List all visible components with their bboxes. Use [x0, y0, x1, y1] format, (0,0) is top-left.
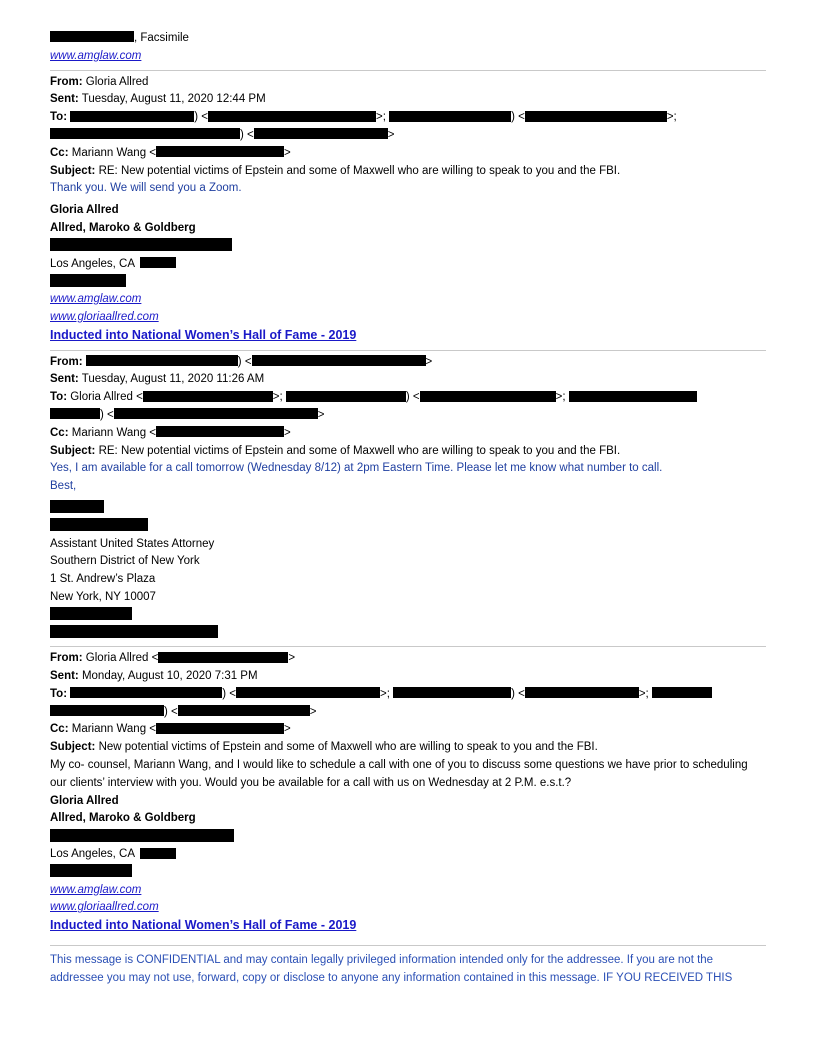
email1-cc-row	[50, 145, 766, 163]
redaction-block	[143, 391, 273, 402]
cc-close: >	[284, 426, 291, 439]
redaction-block	[140, 848, 176, 859]
email3-body: My co- counsel, Mariann Wang, and I would like to schedule a call with one of you to discuss some questions we have prior to scheduling our clients’ interview with you. Would you be available for a call with us on Wednesday at 2 P.M. e.s.t.?	[50, 759, 748, 789]
cc-label: Cc:	[50, 146, 69, 159]
redaction-block	[50, 607, 132, 620]
email3-signature-city	[50, 846, 766, 864]
email3-signature-address	[50, 828, 766, 846]
redaction-block	[50, 518, 148, 531]
sent-value: Tuesday, August 11, 2020 11:26 AM	[81, 373, 265, 386]
email2-signature-address1: 1 St. Andrew’s Plaza	[50, 573, 156, 586]
divider	[50, 350, 766, 351]
redaction-block	[114, 408, 318, 419]
link-amglaw[interactable]: www.amglaw.com	[50, 883, 142, 896]
sent-label: Sent:	[50, 373, 79, 386]
divider	[50, 70, 766, 71]
email3-signature-firm: Allred, Maroko & Goldberg	[50, 812, 196, 825]
email2-signature-address2: New York, NY 10007	[50, 590, 156, 603]
header-website-line	[50, 48, 766, 66]
email3-subject-row	[50, 739, 766, 757]
email1-body: Thank you. We will send you a Zoom.	[50, 182, 242, 195]
subject-value: RE: New potential victims of Epstein and some of Maxwell who are willing to speak to you and the FBI.	[98, 164, 621, 177]
footer-divider	[50, 945, 766, 946]
redaction-block	[50, 500, 104, 513]
from-value: Gloria Allred <	[85, 652, 159, 665]
cc-label: Cc:	[50, 723, 69, 736]
email2-cc-row	[50, 425, 766, 443]
link-amglaw[interactable]: www.amglaw.com	[50, 293, 142, 306]
sent-label: Sent:	[50, 93, 79, 106]
email3-sent-row	[50, 668, 766, 686]
email1-signature-phone	[50, 273, 766, 291]
email2-signature-phone-redacted	[50, 607, 766, 625]
city-state: Los Angeles, CA	[50, 257, 136, 270]
email1-signature-link2-row	[50, 309, 766, 327]
redaction-block	[50, 274, 126, 287]
email3-signature-phone	[50, 864, 766, 882]
email2-sent-row	[50, 371, 766, 389]
email3-cc-row	[50, 721, 766, 739]
redaction-block	[286, 391, 406, 402]
to-label: To:	[50, 391, 68, 404]
from-label: From:	[50, 652, 83, 665]
email3-signature-link2-row	[50, 899, 766, 917]
redaction-block	[70, 687, 222, 698]
redaction-block	[156, 723, 284, 734]
email2-signature-title2: Southern District of New York	[50, 555, 200, 568]
email3-signature-name: Gloria Allred	[50, 794, 119, 807]
link-gloriaallred[interactable]: www.gloriaallred.com	[50, 901, 159, 914]
redaction-block	[254, 128, 388, 139]
redaction-block	[156, 146, 284, 157]
email1-signature-address	[50, 238, 766, 256]
redaction-block	[208, 111, 376, 122]
redaction-block	[420, 391, 556, 402]
to-label: To:	[50, 111, 68, 124]
redaction-block	[158, 652, 288, 663]
from-value: Gloria Allred	[85, 75, 149, 88]
redaction-block	[50, 829, 234, 842]
cc-value: Mariann Wang <	[71, 426, 157, 439]
redaction-block	[50, 408, 100, 419]
redaction-block	[156, 426, 284, 437]
redaction-block	[236, 687, 380, 698]
redaction-block	[525, 687, 639, 698]
cc-close: >	[284, 146, 291, 159]
redaction-block	[140, 257, 176, 268]
cc-value: Mariann Wang <	[71, 723, 157, 736]
redaction-block	[86, 355, 238, 366]
header-facsimile-text: , Facsimile	[134, 32, 189, 44]
email2-signature-name-redacted	[50, 500, 766, 518]
redaction-block	[50, 625, 218, 638]
redaction-block	[50, 705, 164, 716]
email-message-3	[50, 650, 766, 936]
document-page	[50, 30, 766, 987]
link-hall-of-fame[interactable]: Inducted into National Women’s Hall of Fame - 2019	[50, 918, 357, 933]
link-gloriaallred[interactable]: www.gloriaallred.com	[50, 310, 159, 323]
email-message-2	[50, 354, 766, 643]
email3-signature-link1-row	[50, 882, 766, 900]
email2-body-line1: Yes, I am available for a call tomorrow (Wednesday 8/12) at 2pm Eastern Time. Please let me know what number to call.	[50, 462, 663, 475]
redaction-block	[70, 111, 194, 122]
email2-to-row: To: Gloria Allred < >; ) < >; ) < >	[50, 389, 766, 425]
link-hall-of-fame[interactable]: Inducted into National Women’s Hall of Fame - 2019	[50, 327, 357, 342]
subject-label: Subject:	[50, 444, 96, 457]
redaction-block	[652, 687, 712, 698]
from-close: >	[288, 652, 296, 665]
cc-label: Cc:	[50, 426, 69, 439]
email1-signature-award-row	[50, 327, 766, 346]
email1-signature-city	[50, 256, 766, 274]
redaction-block	[50, 128, 240, 139]
redaction-block	[178, 705, 310, 716]
email3-to-row: To: ) < >; ) < >; ) < >	[50, 686, 766, 722]
subject-label: Subject:	[50, 164, 96, 177]
confidentiality-notice: This message is CONFIDENTIAL and may contain legally privileged information intended only for the addressee. If you are not the addressee you may not use, forward, copy or disclose to anyone any information contained in this message. IF YOU RECEIVED THIS	[50, 954, 733, 984]
header-facsimile-line	[50, 30, 766, 48]
sent-label: Sent:	[50, 670, 79, 683]
email3-signature-award-row	[50, 917, 766, 936]
email2-from-row: From: ) < >	[50, 355, 433, 368]
link-amglaw[interactable]: www.amglaw.com	[50, 49, 142, 62]
email1-to-row: To: ) < >; ) < >; ) < >	[50, 111, 677, 141]
cc-value: Mariann Wang <	[71, 146, 157, 159]
redaction-block	[569, 391, 697, 402]
email2-subject-row	[50, 443, 766, 461]
to-prefix: Gloria Allred <	[70, 391, 143, 404]
divider	[50, 646, 766, 647]
redaction-block	[525, 111, 667, 122]
redaction-block	[393, 687, 511, 698]
email2-body-line2: Best,	[50, 480, 77, 493]
redaction-block	[50, 31, 134, 42]
email1-subject-row	[50, 163, 766, 181]
subject-label: Subject:	[50, 741, 96, 754]
redaction-block	[389, 111, 511, 122]
email3-from-row	[50, 650, 766, 668]
email1-signature-firm: Allred, Maroko & Goldberg	[50, 221, 196, 234]
subject-value: RE: New potential victims of Epstein and some of Maxwell who are willing to speak to you and the FBI.	[98, 444, 621, 457]
email1-signature-link1-row	[50, 291, 766, 309]
from-label: From:	[50, 75, 83, 88]
email1-sent-row	[50, 91, 766, 109]
redaction-block	[252, 355, 426, 366]
email2-signature-role-redacted	[50, 518, 766, 536]
to-label: To:	[50, 687, 68, 700]
subject-value: New potential victims of Epstein and some of Maxwell who are willing to speak to you and the FBI.	[98, 741, 598, 754]
cc-close: >	[284, 723, 291, 736]
from-label: From:	[50, 355, 83, 368]
city-state: Los Angeles, CA	[50, 848, 136, 861]
email1-signature-name: Gloria Allred	[50, 204, 119, 217]
email2-signature-title1: Assistant United States Attorney	[50, 537, 215, 550]
redaction-block	[50, 864, 132, 877]
sent-value: Monday, August 10, 2020 7:31 PM	[81, 670, 258, 683]
redaction-block	[50, 238, 232, 251]
sent-value: Tuesday, August 11, 2020 12:44 PM	[81, 93, 266, 106]
email1-from-row	[50, 74, 766, 92]
email2-signature-email-redacted	[50, 625, 766, 643]
email-message-1	[50, 74, 766, 346]
